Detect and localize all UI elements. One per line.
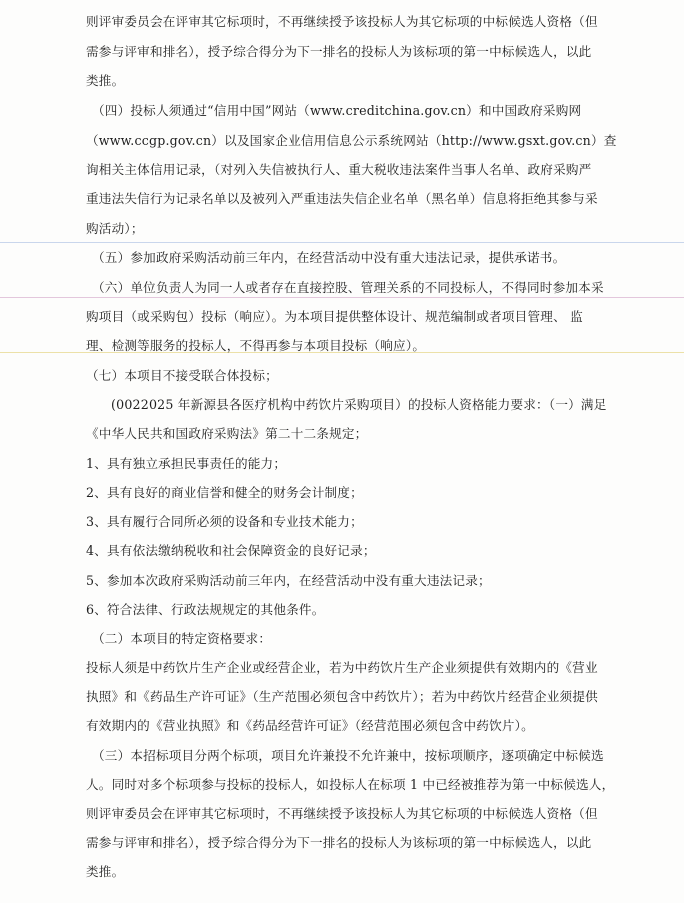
text-line: 人。同时对多个标项参与投标的投标人，如投标人在标项 1 中已经被推荐为第一中标候选人，: [86, 777, 615, 792]
text-line: （四）投标人须通过“信用中国”网站（www.creditchina.gov.cn）和中国政府采购网: [92, 103, 582, 118]
text-line: 理、检测等服务的投标人，不得再参与本项目投标（响应）。: [86, 338, 426, 353]
text-line: 有效期内的《营业执照》和《药品经营许可证》（经营范围必须包含中药饮片）。: [86, 718, 534, 733]
text-line: 询相关主体信用记录，（对列入失信被执行人、重大税收违法案件当事人名单、政府采购严: [86, 162, 592, 177]
text-line: （五）参加政府采购活动前三年内，在经营活动中没有重大违法记录，提供承诺书。: [92, 250, 566, 265]
text-line: （七）本项目不接受联合体投标；: [86, 368, 278, 383]
text-line: 需参与评审和排名），授予综合得分为下一排名的投标人为该标项的第一中标候选人，以此: [86, 44, 592, 59]
text-line: 购活动）；: [86, 221, 144, 236]
text-line: （三）本招标项目分两个标项，项目允许兼投不允许兼中，按标项顺序，逐项确定中标候选: [92, 748, 604, 763]
text-line: 2、具有良好的商业信誉和健全的财务会计制度；: [86, 485, 363, 500]
text-line: 类推。: [86, 864, 125, 879]
scan-line-blue: [0, 242, 684, 243]
text-line: 6、符合法律、行政法规规定的其他条件。: [86, 602, 325, 617]
text-line: （www.ccgp.gov.cn）以及国家企业信用信息公示系统网站（http://www.gsxt.gov.cn）查: [86, 133, 617, 148]
text-line: 投标人须是中药饮片生产企业或经营企业，若为中药饮片生产企业须提供有效期内的《营业: [86, 660, 598, 675]
text-line: 3、具有履行合同所必须的设备和专业技术能力；: [86, 514, 363, 529]
text-line: 1、具有独立承担民事责任的能力；: [86, 456, 287, 471]
text-line: 类推。: [86, 73, 125, 88]
text-line: （六）单位负责人为同一人或者存在直接控股、管理关系的不同投标人，不得同时参加本采: [92, 280, 604, 295]
text-line: 重违法失信行为记录名单以及被列入严重违法失信企业名单（黑名单）信息将拒绝其参与采: [86, 191, 598, 206]
text-line: 《中华人民共和国政府采购法》第二十二条规定；: [86, 426, 368, 441]
text-line: 4、具有依法缴纳税收和社会保障资金的良好记录；: [86, 543, 376, 558]
text-line: 执照》和《药品生产许可证》（生产范围必须包含中药饮片）；若为中药饮片经营企业须提供: [86, 689, 598, 704]
text-line: (0022025 年新源县各医疗机构中药饮片采购项目）的投标人资格能力要求：（一）满足: [111, 397, 607, 412]
scan-line-pink: [0, 297, 684, 298]
text-line: 购项目（或采购包）投标（响应）。为本项目提供整体设计、规范编制或者项目管理、 监: [86, 309, 583, 324]
text-line: 5、参加本次政府采购活动前三年内，在经营活动中没有重大违法记录；: [86, 573, 491, 588]
text-line: 则评审委员会在评审其它标项时，不再继续授予该投标人为其它标项的中标候选人资格（但: [86, 14, 598, 29]
text-line: 需参与评审和排名），授予综合得分为下一排名的投标人为该标项的第一中标候选人，以此: [86, 835, 592, 850]
text-line: （二）本项目的特定资格要求：: [92, 631, 272, 646]
text-line: 则评审委员会在评审其它标项时，不再继续授予该投标人为其它标项的中标候选人资格（但: [86, 806, 598, 821]
